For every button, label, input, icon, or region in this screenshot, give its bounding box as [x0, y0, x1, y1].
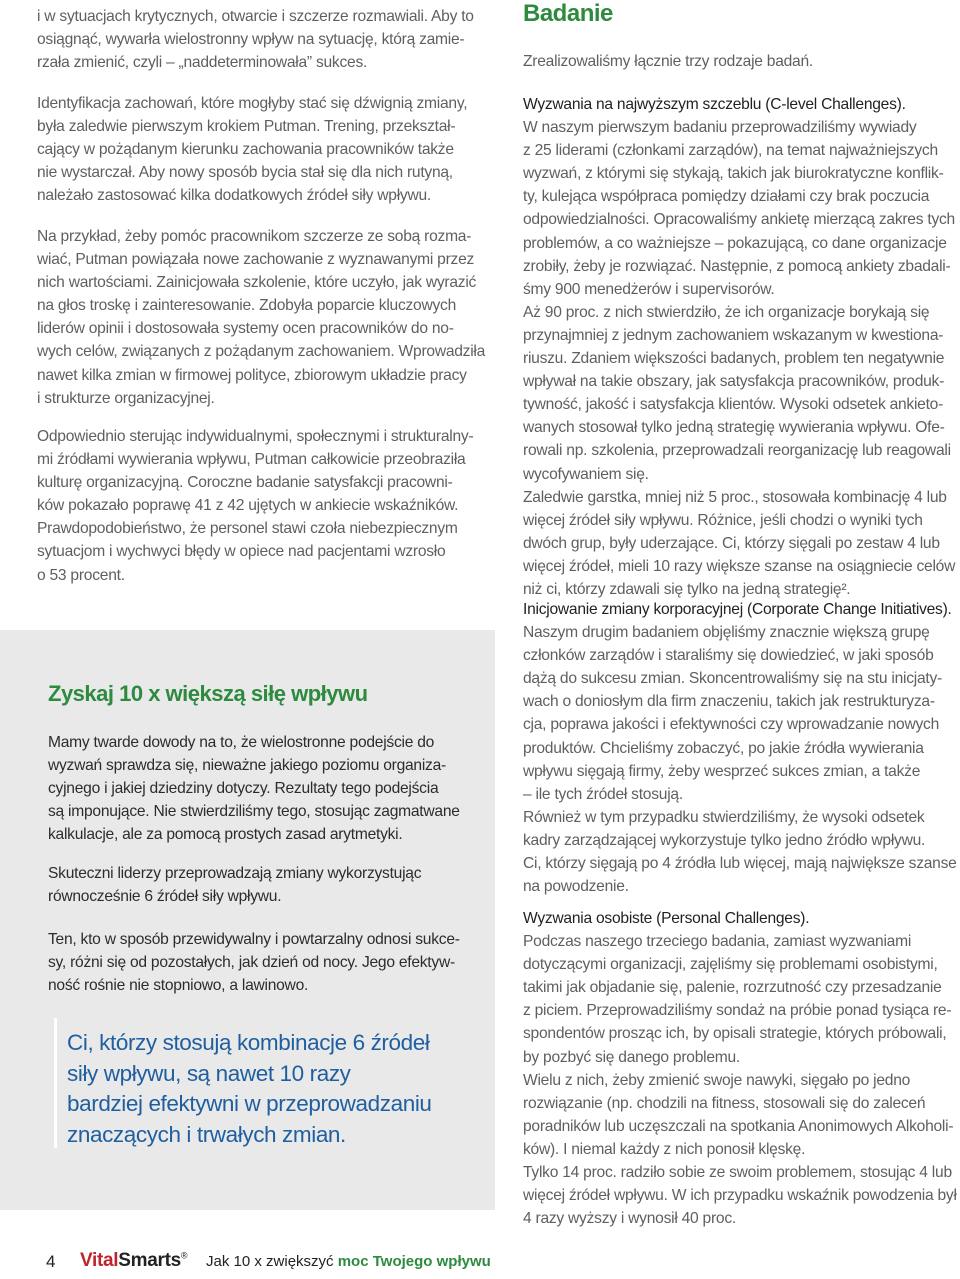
text-line: niż ci, którzy zdawali się tylko na jedną strategię². — [523, 580, 851, 598]
text-line: Ci, którzy stosują kombinacje 6 źródeł — [67, 1030, 430, 1055]
text-line: problemów, a co ważniejsze – pokazującą, co dane organizacje — [523, 234, 947, 252]
pull-quote — [67, 1028, 432, 1150]
sidebar-box-paragraph-effectiveness — [48, 928, 468, 997]
text-line: Tylko 14 proc. radziło sobie ze swoim problemem, stosując 4 lub — [523, 1164, 952, 1182]
paragraph-example — [37, 225, 485, 410]
text-line: cja, poprawa jakości i efektywności czy wprowadzanie nowych — [523, 716, 940, 734]
text-line: mi źródłami wywierania wpływu, Putman całkowicie przeobraziła — [37, 451, 466, 469]
text-line: nawet kilka zmian w firmowej polityce, zbiorowym układzie pracy — [37, 366, 467, 384]
text-line: wych celów, związanych z pożądanym zachowaniem. Wprowadziła — [37, 343, 486, 361]
text-line: produktów. Chcieliśmy zobaczyć, po jakie źródła wywierania — [523, 739, 924, 757]
text-line: Podczas naszego trzeciego badania, zamiast wyzwaniami — [523, 933, 912, 951]
text-line: takimi jak objadanie się, palenie, rozrzutność czy przesadzanie — [523, 979, 942, 997]
text-line: z 25 liderami (członkami zarządów), na temat najważniejszych — [523, 142, 938, 160]
text-line: odpowiedzialności. Opracowaliśmy ankietę mierzącą zakres tych — [523, 211, 955, 229]
paragraph-intro-continued — [37, 5, 474, 74]
text-line: nie wystarczał. Aby nowy sposób bycia stał się dla nich rutyną, — [37, 164, 453, 182]
text-line: Również w tym przypadku stwierdziliśmy, że wysoki odsetek — [523, 808, 925, 826]
text-line: cyjnego i jakiej dziedziny dotyczy. Rezultaty tego podejścia — [48, 780, 439, 798]
text-line: członków zarządów i staraliśmy się dowiedzieć, w jaki sposób — [523, 647, 934, 665]
text-line: równocześnie 6 źródeł siły wpływu. — [48, 888, 282, 906]
section-title: Badanie — [523, 0, 613, 27]
text-line: poradników lub uczęszczali na spotkania Anonimowych Alkoholi- — [523, 1117, 954, 1135]
text-line: liderów opinii i dostosowała systemy ocen pracowników do no- — [37, 320, 454, 338]
text-line: ność rośnie nie stopniowo, a lawinowo. — [48, 977, 309, 995]
text-line: W naszym pierwszym badaniu przeprowadziliśmy wywiady — [523, 119, 917, 137]
text-line: rzała zmienić, czyli – „naddeterminowała” sukces. — [37, 54, 368, 72]
text-line: Ten, kto w sposób przewidywalny i powtarzalny odnosi sukce- — [48, 931, 460, 948]
text-line: i w sytuacjach krytycznych, otwarcie i szczerze rozmawiali. Aby to — [37, 8, 474, 25]
text-line: nich wartościami. Zainicjowała szkolenie, które uczyło, jak wyrazić — [37, 274, 477, 292]
research-personal — [523, 907, 957, 1230]
text-line: kulturę organizacyjną. Coroczne badanie satysfakcji pracowni- — [37, 474, 453, 492]
sidebar-box-paragraph-leaders — [48, 862, 468, 908]
text-line: z piciem. Przeprowadziliśmy sondaż na próbie ponad tysiąca re- — [523, 1002, 952, 1020]
text-line: ków pokazało poprawę 41 z 42 ujętych w ankiecie wskaźników. — [37, 497, 459, 515]
text-line: cający w pożądanym kierunku zachowania pracowników także — [37, 141, 454, 159]
text-line: 4 razy wyższy i wynosił 40 proc. — [523, 1210, 736, 1228]
text-line: siły wpływu, są nawet 10 razy — [67, 1060, 351, 1086]
paragraph-behavior-identification — [37, 92, 467, 207]
vitalsmarts-logo: VitalSmarts® — [80, 1250, 188, 1271]
text-line: kalkulacje, ale za pomocą prostych zasad arytmetyki. — [48, 826, 403, 844]
text-line: są imponujące. Nie stwierdziliśmy tego, stosując zagmatwane — [48, 803, 460, 821]
text-line: wpływał na takie obszary, jak satysfakcja pracowników, produk- — [523, 373, 945, 391]
text-line: sytuacjom i wychwyci błędy w opiece nad pacjentami wzrosło — [37, 543, 446, 561]
text-line: więcej źródeł, mieli 10 razy większe szanse na osiągniecie celów — [523, 557, 956, 575]
text-line: Ci, którzy sięgają po 4 źródła lub więcej, mają największe szanse — [523, 855, 957, 873]
text-line: wycofywaniem się. — [523, 465, 649, 483]
text-line: wyzwań, z którymi się stykają, takich jak biurokratyczne konflik- — [523, 165, 944, 183]
text-line: spondentów prosząc ich, by opisali strategie, których próbowali, — [523, 1025, 947, 1043]
text-line: dotyczącymi organizacji, zajęliśmy się problemami osobistymi, — [523, 956, 938, 974]
text-line: na powodzenie. — [523, 878, 629, 896]
research-c-level-body — [523, 116, 955, 601]
text-line: Skuteczni liderzy przeprowadzają zmiany wykorzystując — [48, 865, 422, 882]
text-line: więcej źródeł siły wpływu. Różnice, jeśli chodzi o wyniki tych — [523, 511, 923, 529]
text-line: na głos troskę i zainteresowanie. Zdobyła poparcie kluczowych — [37, 297, 456, 315]
text-line: zrobiły, żeby je rozwiązać. Następnie, z pomocą ankiety zbadali- — [523, 257, 951, 275]
text-line: – ile tych źródeł stosują. — [523, 785, 683, 803]
sidebar-box-title: Zyskaj 10 x większą siłę wpływu — [48, 681, 368, 706]
text-line: Na przykład, żeby pomóc pracownikom szczerze ze sobą rozma- — [37, 228, 472, 245]
text-line: Odpowiednio sterując indywidualnymi, społecznymi i strukturalny- — [37, 428, 474, 445]
text-line: Mamy twarde dowody na to, że wielostronne podejście do — [48, 734, 435, 751]
research-c-level — [523, 93, 955, 601]
text-line: by pozbyć się danego problemu. — [523, 1048, 741, 1066]
text-line: Zaledwie garstka, mniej niż 5 proc., stosowała kombinację 4 lub — [523, 488, 947, 506]
text-line: należało zastosować kilka dodatkowych źródeł siły wpływu. — [37, 187, 431, 205]
text-line: wanych stosował tylko jedną strategię wywierania wpływu. Ofe- — [523, 419, 945, 437]
text-line: o 53 procent. — [37, 566, 125, 584]
text-line: Prawdopodobieństwo, że personel stawi czoła niebezpiecznym — [37, 520, 458, 538]
text-line: wyzwań sprawdza się, nieważne jakiego poziomu organiza- — [48, 757, 446, 775]
footer-title: Jak 10 x zwiększyć moc Twojego wpływu — [206, 1253, 491, 1270]
text-line: była zaledwie pierwszym krokiem Putman. Trening, przekształ- — [37, 118, 456, 136]
text-line: kadry zarządzającej wykorzystuje tylko jedno źródło wpływu. — [523, 831, 926, 849]
text-line: bardziej efektywni w przeprowadzaniu — [67, 1091, 432, 1116]
text-line: dwóch grup, były uderzające. Ci, którzy sięgali po zestaw 4 lub — [523, 534, 940, 552]
quote-bar — [54, 1018, 57, 1148]
text-line: Naszym drugim badaniem objęliśmy znacznie większą grupę — [523, 624, 930, 642]
page-footer — [46, 1250, 646, 1276]
research-personal-body — [523, 930, 957, 1230]
text-line: tywność, jakość i satysfakcja klientów. Wysoki odsetek ankieto- — [523, 396, 944, 414]
text-line: dążą do sukcesu zmian. Skoncentrowaliśmy się na stu inicjaty- — [523, 670, 942, 688]
text-line: znaczących i trwałych zmian. — [67, 1121, 346, 1147]
research-personal-heading: Wyzwania osobiste (Personal Challenges). — [523, 910, 810, 927]
research-corporate-change-heading: Inicjowanie zmiany korporacyjnej (Corporate Change Initiatives). — [523, 601, 952, 618]
research-c-level-heading: Wyzwania na najwyższym szczeblu (C-level Challenges). — [523, 96, 906, 113]
page-number: 4 — [46, 1252, 56, 1271]
text-line: śmy 900 menedżerów i supervisorów. — [523, 280, 775, 298]
text-line: wach o doniosłym dla firm znaczeniu, takich jak restrukturyza- — [523, 693, 935, 711]
text-line: ków). I niemal każdy z nich ponosił klęskę. — [523, 1140, 806, 1158]
research-corporate-change-body — [523, 621, 957, 898]
text-line: i strukturze organizacyjnej. — [37, 389, 215, 407]
text-line: rozwiązanie (np. chodzili na fitness, stosowali się do zaleceń — [523, 1094, 926, 1112]
research-intro: Zrealizowaliśmy łącznie trzy rodzaje badań. — [523, 53, 813, 70]
text-line: wpływu sięgają firmy, żeby wesprzeć sukces zmian, a także — [523, 762, 921, 780]
research-corporate-change — [523, 598, 957, 898]
text-line: riuszu. Zdaniem większości badanych, problem ten negatywnie — [523, 350, 945, 368]
text-line: więcej źródeł wpływu. W ich przypadku wskaźnik powodzenia był — [523, 1187, 957, 1205]
text-line: ty, kulejąca współpraca pomiędzy działami czy brak poczucia — [523, 188, 930, 206]
text-line: wiać, Putman powiązała nowe zachowanie z wyznawanymi przez — [37, 251, 475, 269]
text-line: Aż 90 proc. z nich stwierdziło, że ich organizacje borykają się — [523, 303, 930, 321]
text-line: rowali np. szkolenia, przeprowadzali reorganizację lub reagowali — [523, 442, 951, 460]
text-line: osiągnąć, wywarła wielostronny wpływ na sytuację, którą zamie- — [37, 31, 465, 49]
text-line: Wielu z nich, żeby zmienić swoje nawyki, sięgało po jedno — [523, 1071, 911, 1089]
text-line: Identyfikacja zachowań, które mogłyby stać się dźwignią zmiany, — [37, 95, 468, 112]
text-line: sy, różni się od pozostałych, jak dzień od nocy. Jego efektyw- — [48, 954, 455, 972]
sidebar-box-paragraph-evidence — [48, 731, 468, 846]
text-line: przynajmniej z jednym zachowaniem wskazanym w kwestiona- — [523, 326, 944, 344]
paragraph-results — [37, 425, 473, 587]
